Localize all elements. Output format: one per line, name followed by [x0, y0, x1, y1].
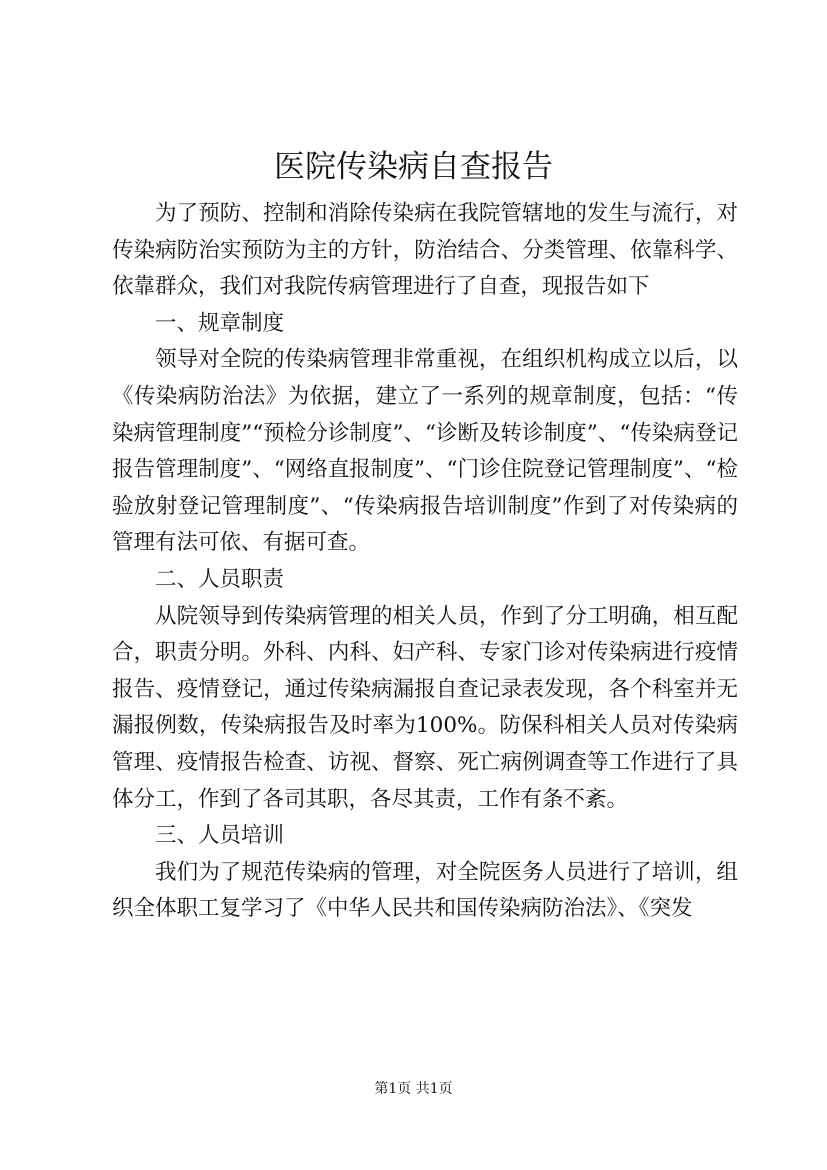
- section-paragraph-training: 我们为了规范传染病的管理，对全院医务人员进行了培训，组织全体职工复学习了《中华人民共和国传染病防治法》、《突发: [112, 859, 738, 922]
- section-heading-training: 三、人员培训: [155, 823, 285, 849]
- page-footer: 第1页 共1页: [374, 1081, 453, 1097]
- document-body: [112, 196, 738, 928]
- document-title: 医院传染病自查报告: [274, 149, 553, 185]
- section-heading-responsibilities: 二、人员职责: [155, 566, 285, 592]
- section-heading-regulations: 一、规章制度: [155, 310, 285, 336]
- section-paragraph-regulations: 领导对全院的传染病管理非常重视，在组织机构成立以后，以《传染病防治法》为依据，建立了一系列的规章制度，包括：“传染病管理制度”“预检分诊制度”、“诊断及转诊制度”、“传染病登记报告管理制度”、“网络直报制度”、“门诊住院登记管理制度”、“检验放射登记管理制度”、“传染病报告培训制度”作到了对传染病的管理有法可依、有据可查。: [112, 347, 738, 556]
- intro-paragraph: 为了预防、控制和消除传染病在我院管辖地的发生与流行，对传染病防治实预防为主的方针，防治结合、分类管理、依靠科学、依靠群众，我们对我院传病管理进行了自查，现报告如下: [112, 201, 738, 300]
- section-paragraph-responsibilities: 从院领导到传染病管理的相关人员，作到了分工明确，相互配合，职责分明。外科、内科、妇产科、专家门诊对传染病进行疫情报告、疫情登记，通过传染病漏报自查记录表发现，各个科室并无漏报例数，传染病报告及时率为100%。防保科相关人员对传染病管理、疫情报告检查、访视、督察、死亡病例调查等工作进行了具体分工，作到了各司其职，各尽其责，工作有条不紊。: [112, 603, 738, 812]
